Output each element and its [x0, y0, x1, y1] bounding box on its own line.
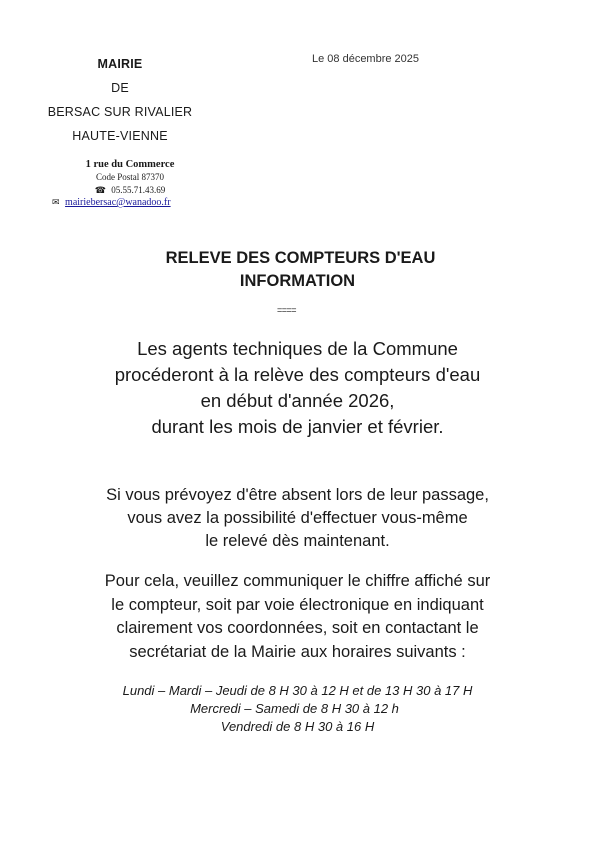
header-line-commune: BERSAC SUR RIVALIER	[47, 105, 193, 119]
paragraph-line: Les agents techniques de la Commune	[137, 338, 458, 359]
header-line-mairie: MAIRIE	[97, 57, 143, 71]
paragraph-line: clairement vos coordonnées, soit en contactant le	[116, 619, 479, 637]
hours-line: Mercredi – Samedi de 8 H 30 à 12 h	[190, 701, 399, 716]
paragraph-line: le relevé dès maintenant.	[205, 532, 390, 550]
paragraph-instructions	[0, 570, 595, 664]
title-line-1: RELEVE DES COMPTEURS D'EAU	[165, 249, 436, 267]
phone-icon: ☎	[94, 185, 106, 195]
email-link[interactable]: mairiebersac@wanadoo.fr	[65, 197, 171, 208]
paragraph-line: secrétariat de la Mairie aux horaires suivants :	[129, 642, 466, 661]
hours-line: Vendredi de 8 H 30 à 16 H	[220, 719, 375, 734]
mairie-header	[40, 52, 200, 148]
address-postal-code: Code Postal 87370	[95, 172, 164, 182]
phone-row	[55, 184, 205, 197]
title-line-2: INFORMATION	[239, 272, 356, 290]
paragraph-line: le compteur, soit par voie électronique en indiquant	[111, 595, 484, 614]
document-date: Le 08 décembre 2025	[312, 53, 420, 65]
paragraph-announcement	[0, 336, 595, 440]
envelope-icon: ✉	[52, 197, 60, 207]
document-title	[0, 247, 595, 293]
address-street: 1 rue du Commerce	[85, 159, 175, 170]
header-line-de: DE	[111, 81, 129, 95]
header-line-departement: HAUTE-VIENNE	[72, 129, 168, 143]
title-separator: ====	[277, 305, 297, 315]
paragraph-line: procéderont à la relève des compteurs d'eau	[114, 364, 481, 385]
hours-line: Lundi – Mardi – Jeudi de 8 H 30 à 12 H et de 13 H 30 à 17 H	[122, 683, 473, 698]
phone-number: 05.55.71.43.69	[111, 185, 166, 195]
paragraph-absence	[0, 484, 595, 553]
paragraph-line: durant les mois de janvier et février.	[151, 416, 444, 437]
address-block	[55, 158, 205, 197]
paragraph-line: Pour cela, veuillez communiquer le chiffre affiché sur	[104, 572, 491, 590]
opening-hours	[0, 682, 595, 736]
paragraph-line: en début d'année 2026,	[200, 390, 395, 411]
paragraph-line: Si vous prévoyez d'être absent lors de leur passage,	[106, 486, 489, 504]
email-row	[52, 197, 171, 208]
paragraph-line: vous avez la possibilité d'effectuer vous-même	[127, 509, 468, 527]
